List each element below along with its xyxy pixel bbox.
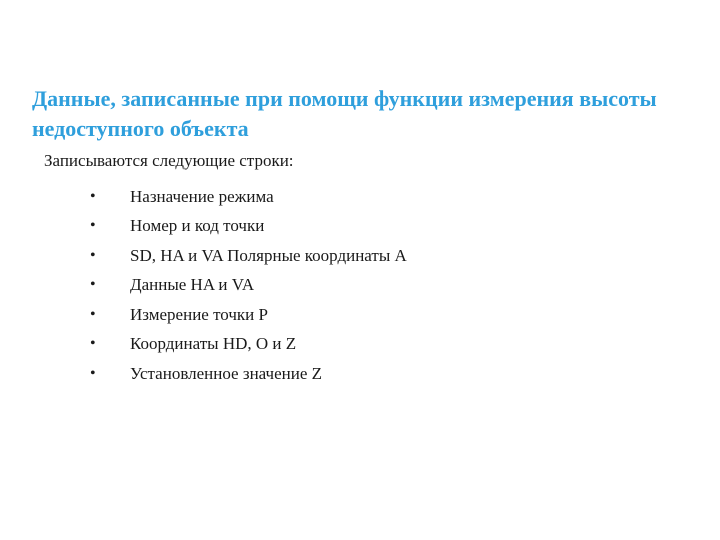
slide-title — [32, 84, 712, 144]
title-line-2: недоступного объекта — [32, 116, 249, 141]
list-item-text: SD, HA и VA Полярные координаты A — [130, 245, 407, 265]
list-item-text: Данные HA и VA — [130, 275, 255, 295]
bullet-icon: • — [90, 187, 96, 205]
bullet-icon: • — [90, 364, 96, 382]
bullet-list — [90, 182, 407, 389]
list-item — [90, 241, 407, 271]
list-item-text: Координаты HD, O и Z — [130, 334, 297, 354]
bullet-icon: • — [90, 335, 96, 353]
list-item — [90, 300, 407, 330]
list-item — [90, 271, 407, 301]
list-item-text: Измерение точки P — [130, 304, 268, 324]
bullet-icon: • — [90, 217, 96, 235]
bullet-icon: • — [90, 276, 96, 294]
list-item-text: Номер и код точки — [130, 216, 265, 236]
list-item — [90, 359, 407, 389]
title-line-1: Данные, записанные при помощи функции измерения высоты — [32, 86, 657, 111]
list-item — [90, 212, 407, 242]
bullet-icon: • — [90, 305, 96, 323]
list-item — [90, 182, 407, 212]
bullet-icon: • — [90, 246, 96, 264]
list-item-text: Установленное значение Z — [130, 363, 322, 383]
list-item-text: Назначение режима — [130, 186, 274, 206]
list-item — [90, 330, 407, 360]
intro-text: Записываются следующие строки: — [44, 151, 294, 170]
